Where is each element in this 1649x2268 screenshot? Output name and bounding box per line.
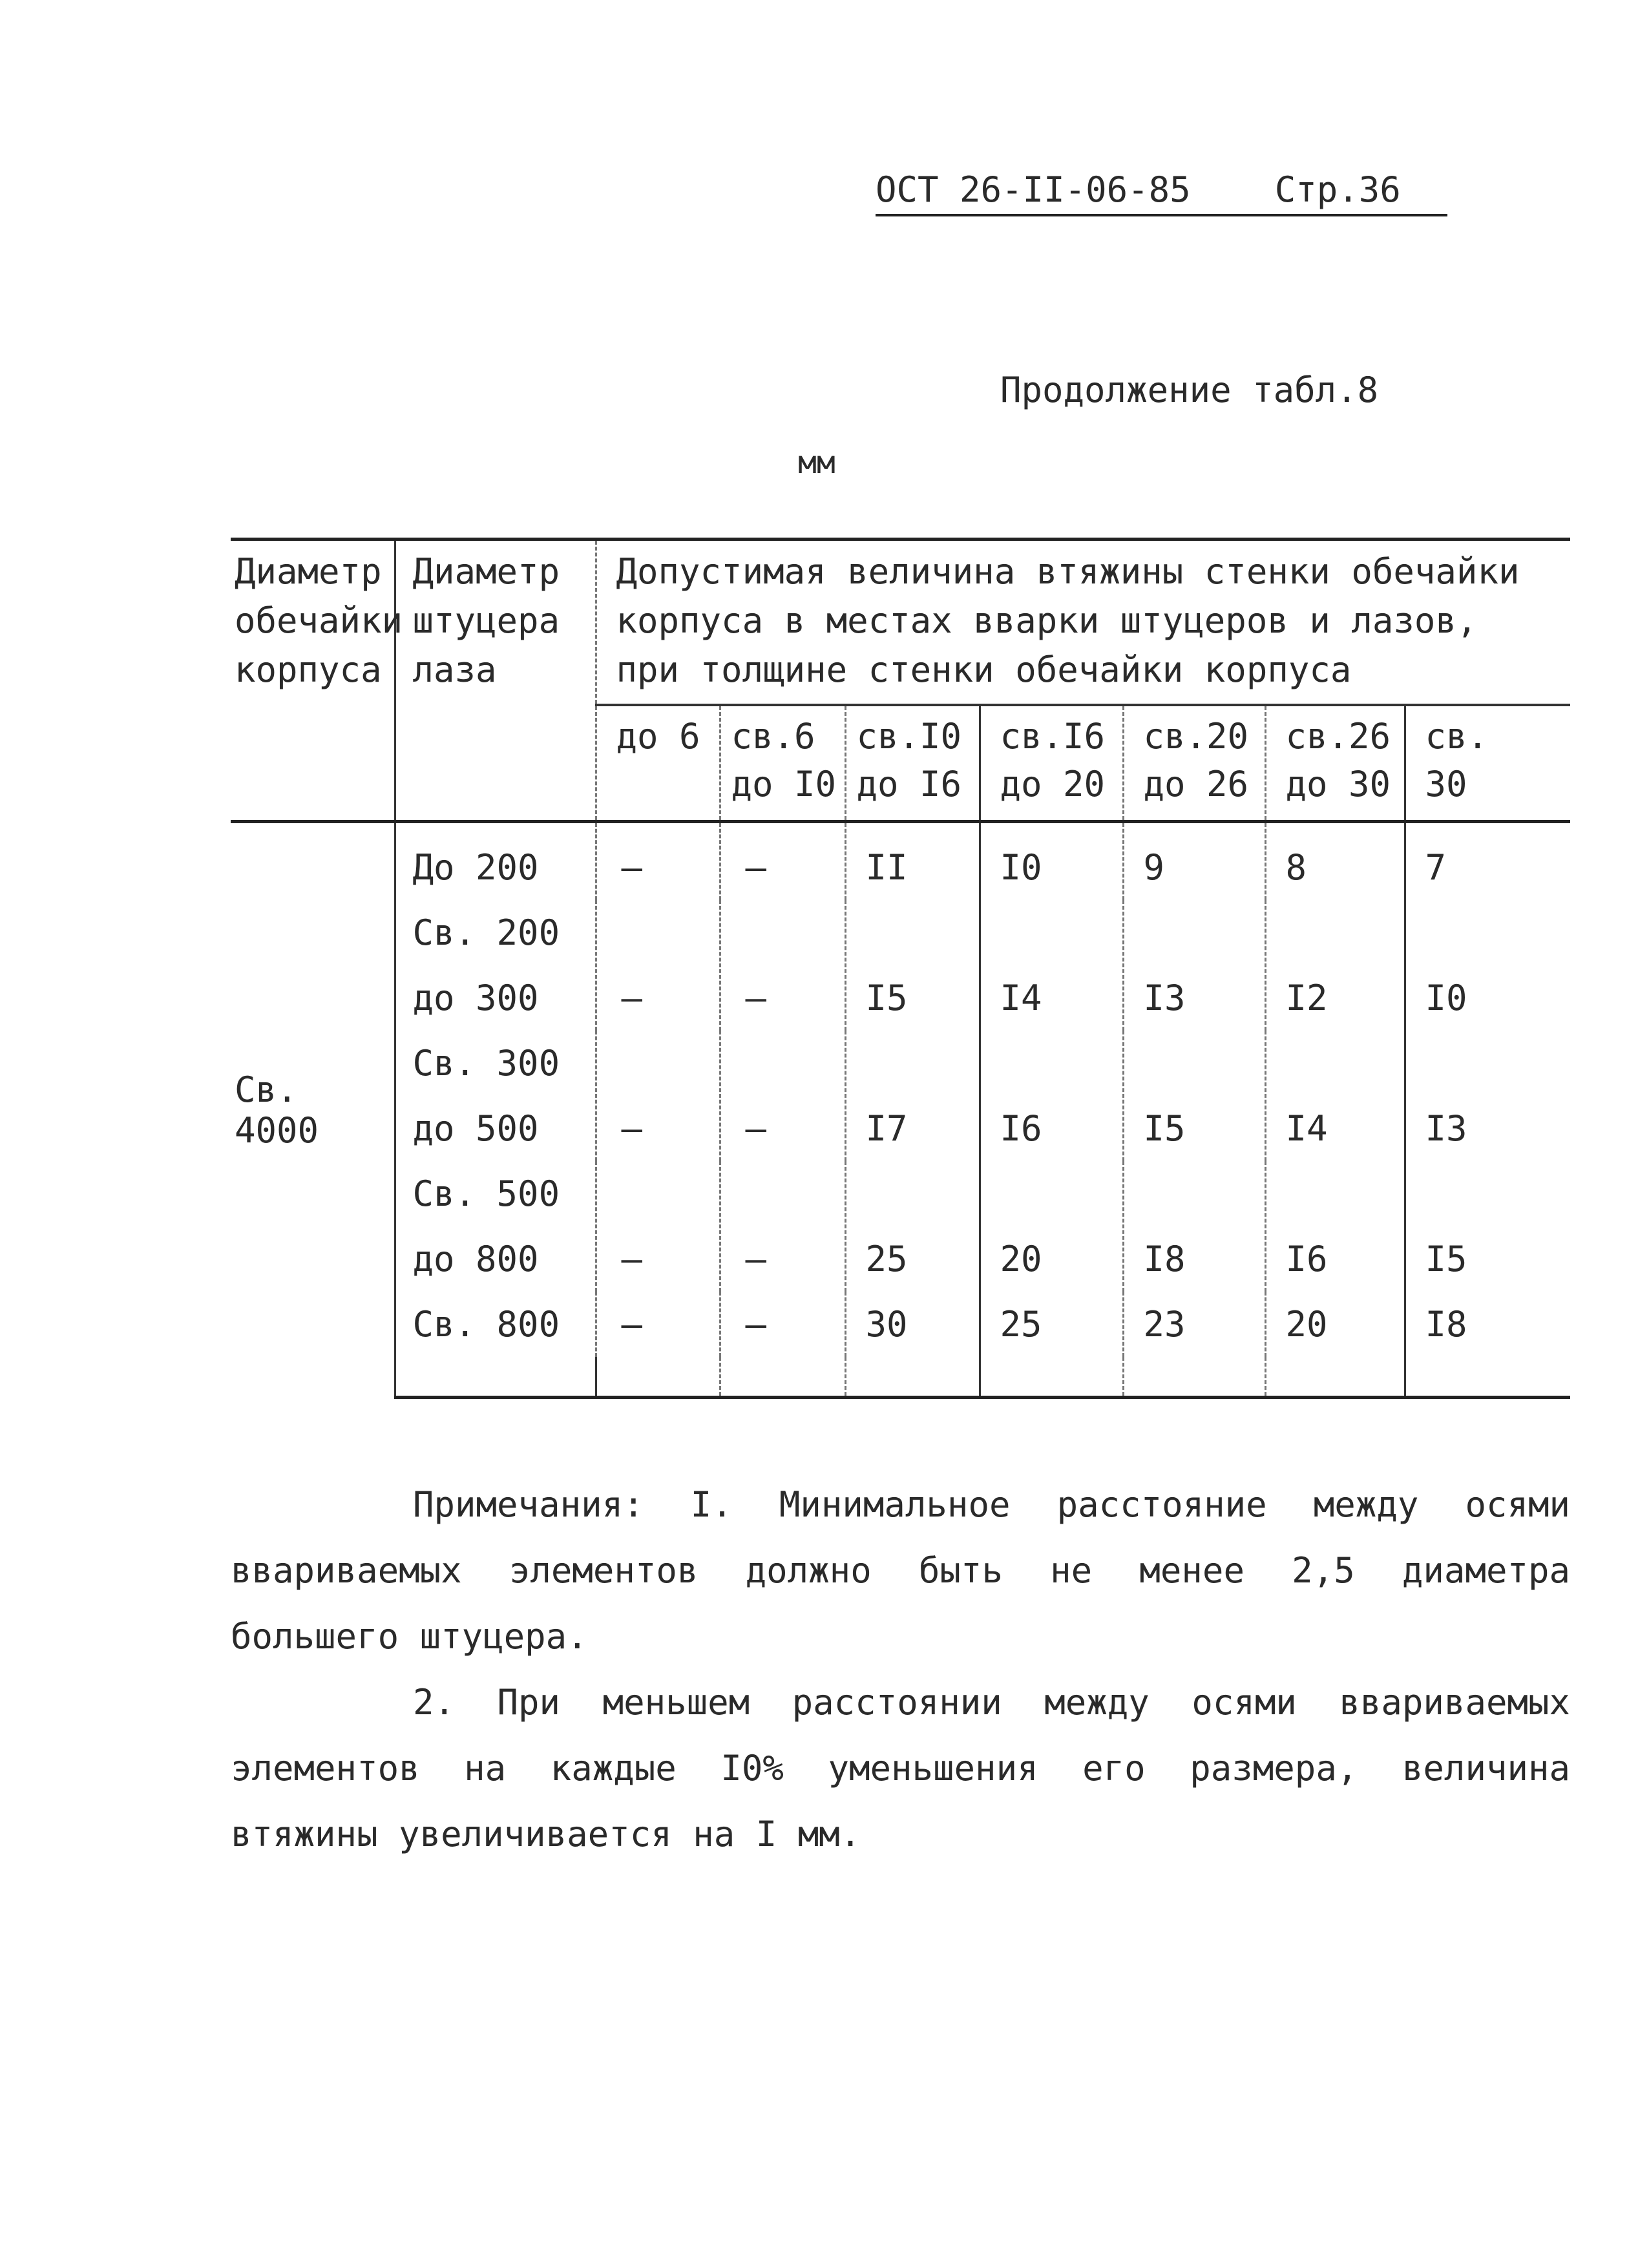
unit-label: мм <box>798 445 835 481</box>
value-cell: I4 <box>1265 1031 1405 1161</box>
page-number: 36 <box>1358 169 1401 210</box>
value-cell: – <box>596 900 720 1031</box>
fitting-cell-4: Св. 500 до 800 <box>395 1161 596 1292</box>
header-shell-diameter: Диаметр обечайки корпуса <box>231 540 395 822</box>
value-cell: 20 <box>1265 1292 1405 1357</box>
value-cell: 30 <box>845 1292 980 1357</box>
value-cell: I8 <box>1405 1292 1570 1357</box>
value-cell: – <box>596 1292 720 1357</box>
page-label: Стр. <box>1274 169 1359 210</box>
header-group-allowed-indentation: Допустимая величина втяжины стенки обечайки корпуса в местах вварки штуцеров и лазов, при толщине стенки обечайки корпуса <box>596 540 1570 706</box>
note-1: Примечания: I. Минимальное расстояние между осями ввариваемых элементов должно быть не менее 2,5 диаметра большего штуцера. <box>231 1484 1570 1657</box>
value-cell: 8 <box>1265 822 1405 901</box>
table-continuation-caption: Продолжение табл.8 <box>1000 370 1379 410</box>
fitting-cell-5: Св. 800 <box>395 1292 596 1357</box>
value-cell: I7 <box>845 1031 980 1161</box>
value-cell: 7 <box>1405 822 1570 901</box>
header-thickness-7: св. 30 <box>1405 705 1570 822</box>
value-cell: 25 <box>845 1161 980 1292</box>
document-code: ОСТ 26-II-06-85 <box>876 169 1191 210</box>
value-cell: 9 <box>1123 822 1265 901</box>
fitting-cell-1: До 200 <box>395 822 596 901</box>
value-cell: – <box>596 822 720 901</box>
value-cell: – <box>720 1161 845 1292</box>
header-thickness-5: св.20 до 26 <box>1123 705 1265 822</box>
value-cell: I2 <box>1265 900 1405 1031</box>
value-cell: I6 <box>1265 1161 1405 1292</box>
tolerance-table <box>231 538 1570 1399</box>
value-cell: 23 <box>1123 1292 1265 1357</box>
value-cell: I4 <box>980 900 1123 1031</box>
value-cell: – <box>720 900 845 1031</box>
value-cell: – <box>720 1292 845 1357</box>
header-thickness-2: св.6 до I0 <box>720 705 845 822</box>
header-thickness-4: св.I6 до 20 <box>980 705 1123 822</box>
header-thickness-3: св.I0 до I6 <box>845 705 980 822</box>
value-cell: I3 <box>1405 1031 1570 1161</box>
value-cell: – <box>720 822 845 901</box>
value-cell: – <box>596 1031 720 1161</box>
value-cell: I0 <box>1405 900 1570 1031</box>
value-cell: 20 <box>980 1161 1123 1292</box>
value-cell: II <box>845 822 980 901</box>
header-thickness-6: св.26 до 30 <box>1265 705 1405 822</box>
note-2: 2. При меньшем расстоянии между осями ввариваемых элементов на каждые I0% уменьшения его размера, величина втяжины увеличивается на I мм. <box>231 1682 1570 1854</box>
value-cell: I3 <box>1123 900 1265 1031</box>
value-cell: I5 <box>845 900 980 1031</box>
value-cell: I8 <box>1123 1161 1265 1292</box>
value-cell: I0 <box>980 822 1123 901</box>
document-header <box>876 169 1447 216</box>
header-thickness-1: до 6 <box>596 705 720 822</box>
shell-diameter-cell: Св. 4000 <box>231 822 395 1398</box>
value-cell: 25 <box>980 1292 1123 1357</box>
fitting-cell-2: Св. 200 до 300 <box>395 900 596 1031</box>
fitting-cell-3: Св. 300 до 500 <box>395 1031 596 1161</box>
header-fitting-diameter: Диаметр штуцера лаза <box>395 540 596 822</box>
value-cell: I6 <box>980 1031 1123 1161</box>
notes-section <box>231 1472 1570 1867</box>
value-cell: I5 <box>1405 1161 1570 1292</box>
value-cell: I5 <box>1123 1031 1265 1161</box>
value-cell: – <box>596 1161 720 1292</box>
value-cell: – <box>720 1031 845 1161</box>
